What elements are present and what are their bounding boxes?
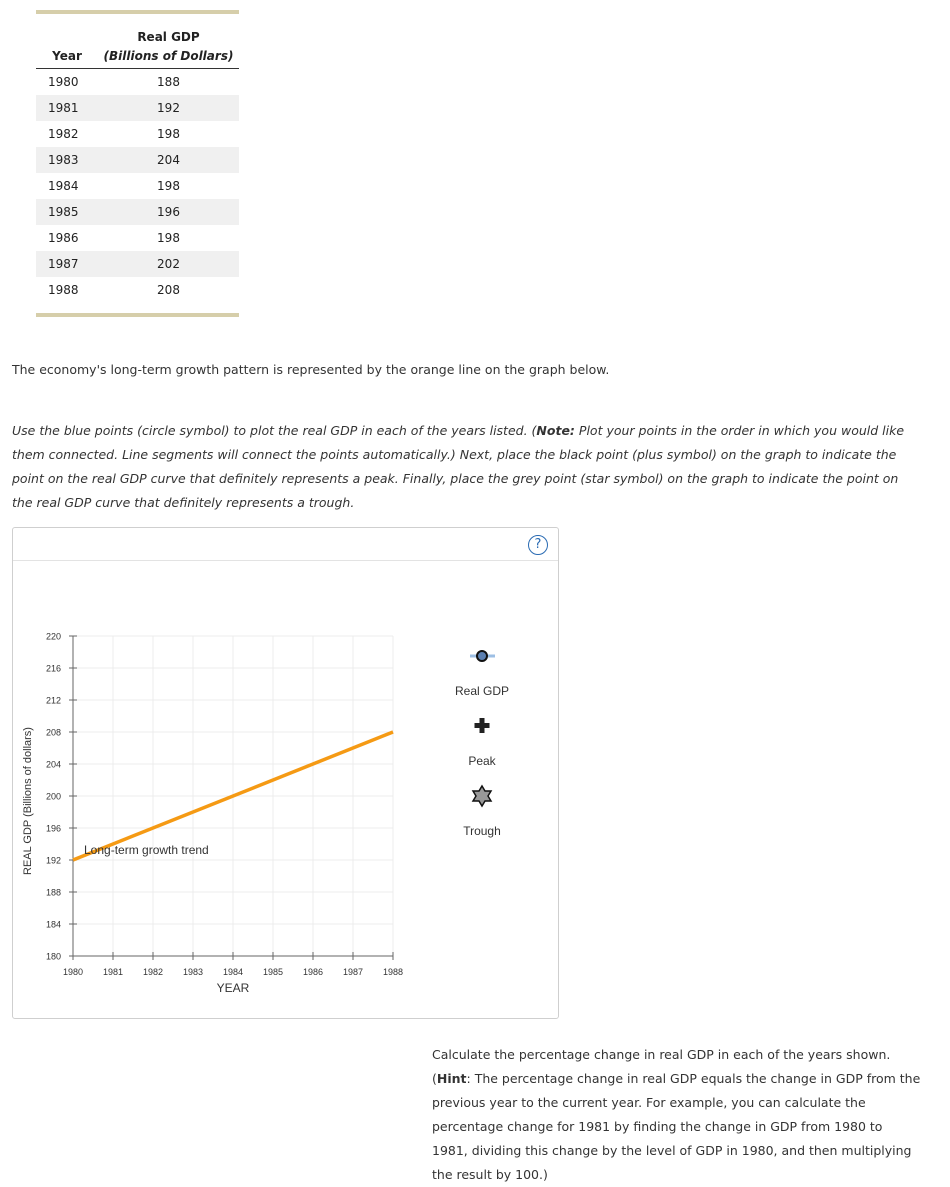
legend-peak-label: Peak [468,754,496,768]
y-tick-label: 180 [45,951,61,962]
legend-real-gdp-label: Real GDP [454,684,510,698]
y-tick-label: 212 [45,695,61,706]
table-row [36,121,239,147]
x-tick-label: 1985 [262,967,284,977]
year-cell: 1983 [36,147,98,173]
gdp-cell: 208 [157,283,180,297]
table-row [36,173,239,199]
y-tick-label: 188 [45,887,61,898]
hint-label: Hint [436,1071,467,1086]
blue-circle-point-icon[interactable] [477,651,487,661]
legend-peak-tool[interactable] [468,718,496,768]
x-tick-label: 1986 [302,967,324,977]
year-cell: 1984 [48,179,79,193]
gdp-cell: 192 [98,95,239,121]
table-row [36,69,239,96]
x-axis-label: YEAR [216,981,250,995]
year-cell: 1982 [48,127,79,141]
year-cell: 1986 [48,231,79,245]
gdp-unit-header: (Billions of Dollars) [98,44,239,69]
gdp-column-header: Real GDP [137,30,200,44]
note-label: Note: [536,423,575,438]
table-row [36,225,239,251]
graph-svg[interactable] [13,528,558,1018]
x-tick-label: 1982 [142,967,164,977]
instructions-text: Use the blue points (circle symbol) to plot the real GDP in each of the years listed. (Note: Plot your points in the order in which you would like them connected. Line segments will connect the points automatically.) Next, place the black point (plus symbol) on the graph to indicate the point on the real GDP curve that definitely represents a peak. Finally, place the grey point (star symbol) on the graph to indicate the point on the real GDP curve that definitely represents a trough. [12,423,905,510]
y-tick-label: 204 [45,759,61,770]
year-cell: 1981 [36,95,98,121]
year-cell: 1988 [48,283,79,297]
x-tick-label: 1987 [342,967,364,977]
question-text: Calculate the percentage change in real GDP in each of the years shown. (Hint: The percentage change in real GDP equals the change in GDP from the previous year to the current year. For example, you can calculate the percentage change for 1981 by finding the change in GDP from 1980 to 1981, dividing this change by the level of GDP in 1980, and then multiplying the result by 100.) [432,1047,921,1182]
help-icon[interactable]: ? [528,535,548,555]
table-row [36,251,239,277]
y-tick-label: 192 [45,855,61,866]
y-tick-label: 216 [45,663,61,674]
y-tick-label: 184 [45,919,61,930]
legend-real-gdp-tool[interactable] [455,651,509,698]
year-cell: 1987 [36,251,98,277]
gdp-cell: 204 [98,147,239,173]
gdp-cell: 198 [157,179,180,193]
table-row [36,199,239,225]
gdp-cell: 198 [157,127,180,141]
table-row [36,95,239,121]
gdp-cell: 202 [98,251,239,277]
x-tick-label: 1981 [102,967,124,977]
intro-text: The economy's long-term growth pattern is represented by the orange line on the graph below. [12,362,610,377]
table-row [36,147,239,173]
x-tick-label: 1984 [222,967,244,977]
gdp-data-table [36,10,239,317]
y-tick-label: 220 [45,631,61,642]
x-tick-label: 1988 [382,967,404,977]
year-cell: 1985 [36,199,98,225]
gdp-cell: 198 [157,231,180,245]
table-row [36,277,239,315]
gdp-cell: 196 [98,199,239,225]
gdp-cell: 188 [157,75,180,89]
year-cell: 1980 [48,75,79,89]
y-axis-label: REAL GDP (Billions of dollars) [22,727,34,875]
y-tick-label: 208 [45,727,61,738]
y-tick-label: 200 [45,791,61,802]
graph-tool-panel [12,527,559,1019]
trend-line-label: Long-term growth trend [84,843,209,857]
black-plus-point-icon[interactable] [475,718,490,733]
grey-star-point-icon[interactable] [473,786,491,806]
x-tick-label: 1983 [182,967,204,977]
legend-trough-label: Trough [463,824,501,838]
legend-trough-tool[interactable] [463,786,501,838]
y-tick-label: 196 [45,823,61,834]
x-tick-label: 1980 [62,967,84,977]
year-column-header: Year [36,44,98,69]
